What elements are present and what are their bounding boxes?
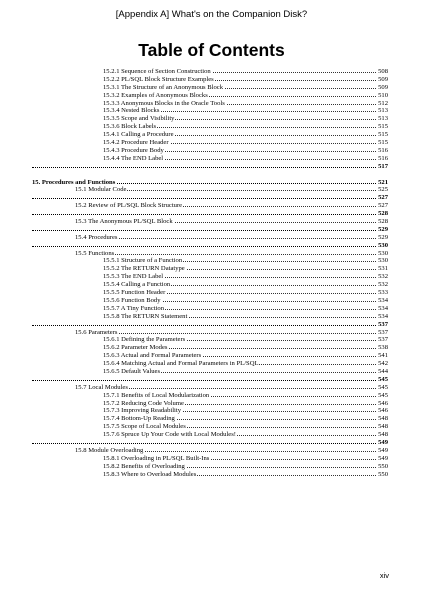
toc-entry-page: 548 xyxy=(378,423,388,431)
toc-entry[interactable] xyxy=(0,400,423,408)
toc-entry-label: 15.4.1 Calling a Procedure xyxy=(103,131,174,139)
toc-entry-page: 527 xyxy=(378,202,388,210)
toc-entry-label: 15.7.6 Spruce Up Your Code with Local Modules! xyxy=(103,431,236,439)
toc-entry-page: 515 xyxy=(378,123,388,131)
toc-entry-page: 529 xyxy=(378,233,388,241)
toc-entry[interactable] xyxy=(0,92,423,100)
toc-entry[interactable] xyxy=(0,265,423,273)
toc-entry[interactable] xyxy=(0,455,423,463)
toc-entry-label: 15.4.2 Procedure Header xyxy=(103,139,169,147)
toc-entry-page: 527 xyxy=(378,194,388,202)
toc-entry[interactable] xyxy=(0,179,423,187)
dot-leader xyxy=(32,325,388,326)
toc-entry[interactable] xyxy=(0,257,423,265)
toc-list xyxy=(0,68,423,478)
toc-entry-label: 15.5.7 A Tiny Function xyxy=(103,304,165,312)
toc-entry-label: 15.7.5 Scope of Local Modules xyxy=(103,423,186,431)
toc-entry-page: 528 xyxy=(378,218,388,226)
toc-separator-entry[interactable] xyxy=(0,226,423,234)
toc-entry[interactable] xyxy=(0,234,423,242)
toc-entry-page: 542 xyxy=(378,360,388,368)
toc-entry-label: 15.5 Functions xyxy=(75,249,115,257)
toc-entry-label: 15.6.2 Parameter Modes xyxy=(103,344,168,352)
toc-entry-page: 548 xyxy=(378,415,388,423)
toc-separator-entry[interactable] xyxy=(0,376,423,384)
toc-entry[interactable] xyxy=(0,84,423,92)
toc-entry-label: 15.4.3 Procedure Body xyxy=(103,146,164,154)
toc-entry-page: 537 xyxy=(378,328,388,336)
toc-entry[interactable] xyxy=(0,147,423,155)
toc-entry-label: 15.7 Local Modules xyxy=(75,383,128,391)
toc-entry-page: 532 xyxy=(378,281,388,289)
toc-entry-label: 15.7.4 Bottom-Up Reading xyxy=(103,415,175,423)
toc-entry-page: 521 xyxy=(378,178,388,186)
toc-separator-entry[interactable] xyxy=(0,163,423,171)
toc-entry-page: 533 xyxy=(378,289,388,297)
toc-separator-entry[interactable] xyxy=(0,242,423,250)
toc-entry[interactable] xyxy=(0,431,423,439)
toc-entry-page: 538 xyxy=(378,344,388,352)
toc-entry-page: 534 xyxy=(378,304,388,312)
toc-entry-label: 15.5.8 The RETURN Statement xyxy=(103,312,188,320)
toc-entry-page: 525 xyxy=(378,186,388,194)
toc-entry-page: 541 xyxy=(378,352,388,360)
toc-entry-label: 15.3.6 Block Labels xyxy=(103,123,157,131)
toc-entry-label: 15.8.1 Overloading in PL/SQL Built-Ins xyxy=(103,454,210,462)
toc-entry-label: 15.3 The Anonymous PL/SQL Block xyxy=(75,218,173,226)
toc-entry[interactable] xyxy=(0,329,423,337)
toc-entry-page: 546 xyxy=(378,399,388,407)
toc-entry-page: 509 xyxy=(378,75,388,83)
toc-entry[interactable] xyxy=(0,352,423,360)
toc-entry-label: 15.8.3 Where to Overload Modules xyxy=(103,470,197,478)
toc-separator-entry[interactable] xyxy=(0,439,423,447)
toc-entry-label: 15.8 Module Overloading xyxy=(75,446,144,454)
toc-entry-label: 15.6 Parameters xyxy=(75,328,118,336)
toc-entry[interactable] xyxy=(0,360,423,368)
toc-entry-page: 530 xyxy=(378,257,388,265)
toc-entry-label: 15.5.6 Function Body xyxy=(103,296,161,304)
toc-entry-page: 550 xyxy=(378,470,388,478)
toc-entry-label: 15.5.2 The RETURN Datatype xyxy=(103,265,185,273)
toc-entry-label: 15.6.1 Defining the Parameters xyxy=(103,336,186,344)
toc-entry-page: 532 xyxy=(378,273,388,281)
dot-leader xyxy=(32,167,388,168)
toc-separator-entry[interactable] xyxy=(0,210,423,218)
toc-entry[interactable] xyxy=(0,313,423,321)
dot-leader xyxy=(32,443,388,444)
toc-entry[interactable] xyxy=(0,100,423,108)
toc-entry-label: 15.2 Review of PL/SQL Block Structure xyxy=(75,202,183,210)
toc-separator-entry[interactable] xyxy=(0,321,423,329)
page-title: Table of Contents xyxy=(138,40,285,60)
toc-entry[interactable] xyxy=(0,186,423,194)
toc-entry-page: 510 xyxy=(378,91,388,99)
toc-entry-label: 15.6.4 Matching Actual and Formal Parameters in PL/SQL xyxy=(103,360,259,368)
toc-entry-page: 548 xyxy=(378,431,388,439)
toc-entry-page: 545 xyxy=(378,391,388,399)
page-number: xiv xyxy=(379,571,389,580)
toc-entry-page: 530 xyxy=(378,241,388,249)
toc-entry[interactable] xyxy=(0,107,423,115)
toc-entry-page: 512 xyxy=(378,99,388,107)
toc-entry-label: 15.5.3 The END Label xyxy=(103,273,164,281)
dot-leader xyxy=(75,333,388,334)
toc-entry-label: 15.5.1 Structure of a Function xyxy=(103,257,183,265)
toc-entry-page: 516 xyxy=(378,146,388,154)
toc-entry[interactable] xyxy=(0,250,423,258)
toc-entry[interactable] xyxy=(0,415,423,423)
toc-entry-page: 549 xyxy=(378,454,388,462)
toc-entry[interactable] xyxy=(0,392,423,400)
toc-entry-page: 528 xyxy=(378,210,388,218)
toc-entry-label: 15.2.2 PL/SQL Block Structure Examples xyxy=(103,75,214,83)
toc-entry-page: 516 xyxy=(378,154,388,162)
toc-entry-label: 15.7.2 Reducing Code Volume xyxy=(103,399,184,407)
toc-entry-label: 15.4.4 The END Label xyxy=(103,154,164,162)
toc-entry[interactable] xyxy=(0,344,423,352)
toc-separator-entry[interactable] xyxy=(0,194,423,202)
toc-entry-label: 15.5.5 Function Header xyxy=(103,289,166,297)
toc-entry[interactable] xyxy=(0,289,423,297)
toc-entry[interactable] xyxy=(0,384,423,392)
toc-entry[interactable] xyxy=(0,123,423,131)
toc-entry-page: 545 xyxy=(378,375,388,383)
toc-entry-page: 537 xyxy=(378,320,388,328)
toc-entry-page: 517 xyxy=(378,162,388,170)
toc-entry-label: 15.6.3 Actual and Formal Parameters xyxy=(103,352,202,360)
toc-entry-label: 15.3.4 Nested Blocks xyxy=(103,107,160,115)
toc-entry-page: 529 xyxy=(378,225,388,233)
toc-entry-label: 15.8.2 Benefits of Overloading xyxy=(103,462,185,470)
toc-entry-page: 546 xyxy=(378,407,388,415)
toc-entry-label: 15.7.1 Benefits of Local Modularization xyxy=(103,391,210,399)
toc-entry-page: 515 xyxy=(378,131,388,139)
toc-entry[interactable] xyxy=(0,297,423,305)
toc-entry-page: 534 xyxy=(378,312,388,320)
toc-entry[interactable] xyxy=(0,115,423,123)
dot-leader xyxy=(32,380,388,381)
toc-entry[interactable] xyxy=(0,281,423,289)
toc-entry[interactable] xyxy=(0,305,423,313)
dot-leader xyxy=(32,198,388,199)
toc-entry[interactable] xyxy=(0,273,423,281)
toc-entry-page: 549 xyxy=(378,438,388,446)
toc-entry-label: 15.3.3 Anonymous Blocks in the Oracle Tools xyxy=(103,99,225,107)
toc-entry-page: 509 xyxy=(378,83,388,91)
toc-entry-page: 544 xyxy=(378,367,388,375)
toc-entry-page: 530 xyxy=(378,249,388,257)
toc-entry[interactable] xyxy=(0,139,423,147)
dot-leader xyxy=(32,246,388,247)
toc-entry[interactable] xyxy=(0,76,423,84)
toc-entry[interactable] xyxy=(0,155,423,163)
toc-entry[interactable] xyxy=(0,447,423,455)
toc-entry[interactable] xyxy=(0,463,423,471)
toc-entry-page: 549 xyxy=(378,446,388,454)
toc-entry-page: 513 xyxy=(378,115,388,123)
toc-entry-page: 513 xyxy=(378,107,388,115)
dot-leader xyxy=(75,254,388,255)
toc-entry-label: 15.3.1 The Structure of an Anonymous Block xyxy=(103,83,224,91)
toc-entry-page: 550 xyxy=(378,462,388,470)
toc-entry-label: 15.2.1 Sequence of Section Construction xyxy=(103,68,211,75)
toc-entry-label: 15.5.4 Calling a Function xyxy=(103,281,171,289)
toc-entry[interactable] xyxy=(0,368,423,376)
toc-entry-page: 545 xyxy=(378,383,388,391)
toc-entry-label: 15.7.3 Improving Readability xyxy=(103,407,182,415)
toc-entry[interactable] xyxy=(0,131,423,139)
toc-entry-page: 508 xyxy=(378,68,388,75)
toc-entry[interactable] xyxy=(0,336,423,344)
toc-entry-page: 534 xyxy=(378,296,388,304)
toc-entry[interactable] xyxy=(0,407,423,415)
toc-entry-label: 15.1 Modular Code xyxy=(75,186,127,194)
toc-entry-label: 15.4 Procedures xyxy=(75,233,118,241)
toc-entry-label: 15.6.5 Default Values xyxy=(103,367,161,375)
toc-entry-label: 15.3.5 Scope and Visibility xyxy=(103,115,175,123)
toc-entry[interactable] xyxy=(0,218,423,226)
running-header: [Appendix A] What's on the Companion Disk? xyxy=(115,9,308,20)
toc-entry-page: 537 xyxy=(378,336,388,344)
toc-entry-page: 531 xyxy=(378,265,388,273)
toc-entry-page: 515 xyxy=(378,139,388,147)
toc-entry[interactable] xyxy=(0,68,423,76)
dot-leader xyxy=(32,214,388,215)
dot-leader xyxy=(75,238,388,239)
dot-leader xyxy=(32,230,388,231)
toc-entry-label: 15. Procedures and Functions xyxy=(32,178,116,186)
toc-entry[interactable] xyxy=(0,423,423,431)
toc-entry-label: 15.3.2 Examples of Anonymous Blocks xyxy=(103,91,208,99)
toc-entry[interactable] xyxy=(0,202,423,210)
toc-entry[interactable] xyxy=(0,471,423,479)
